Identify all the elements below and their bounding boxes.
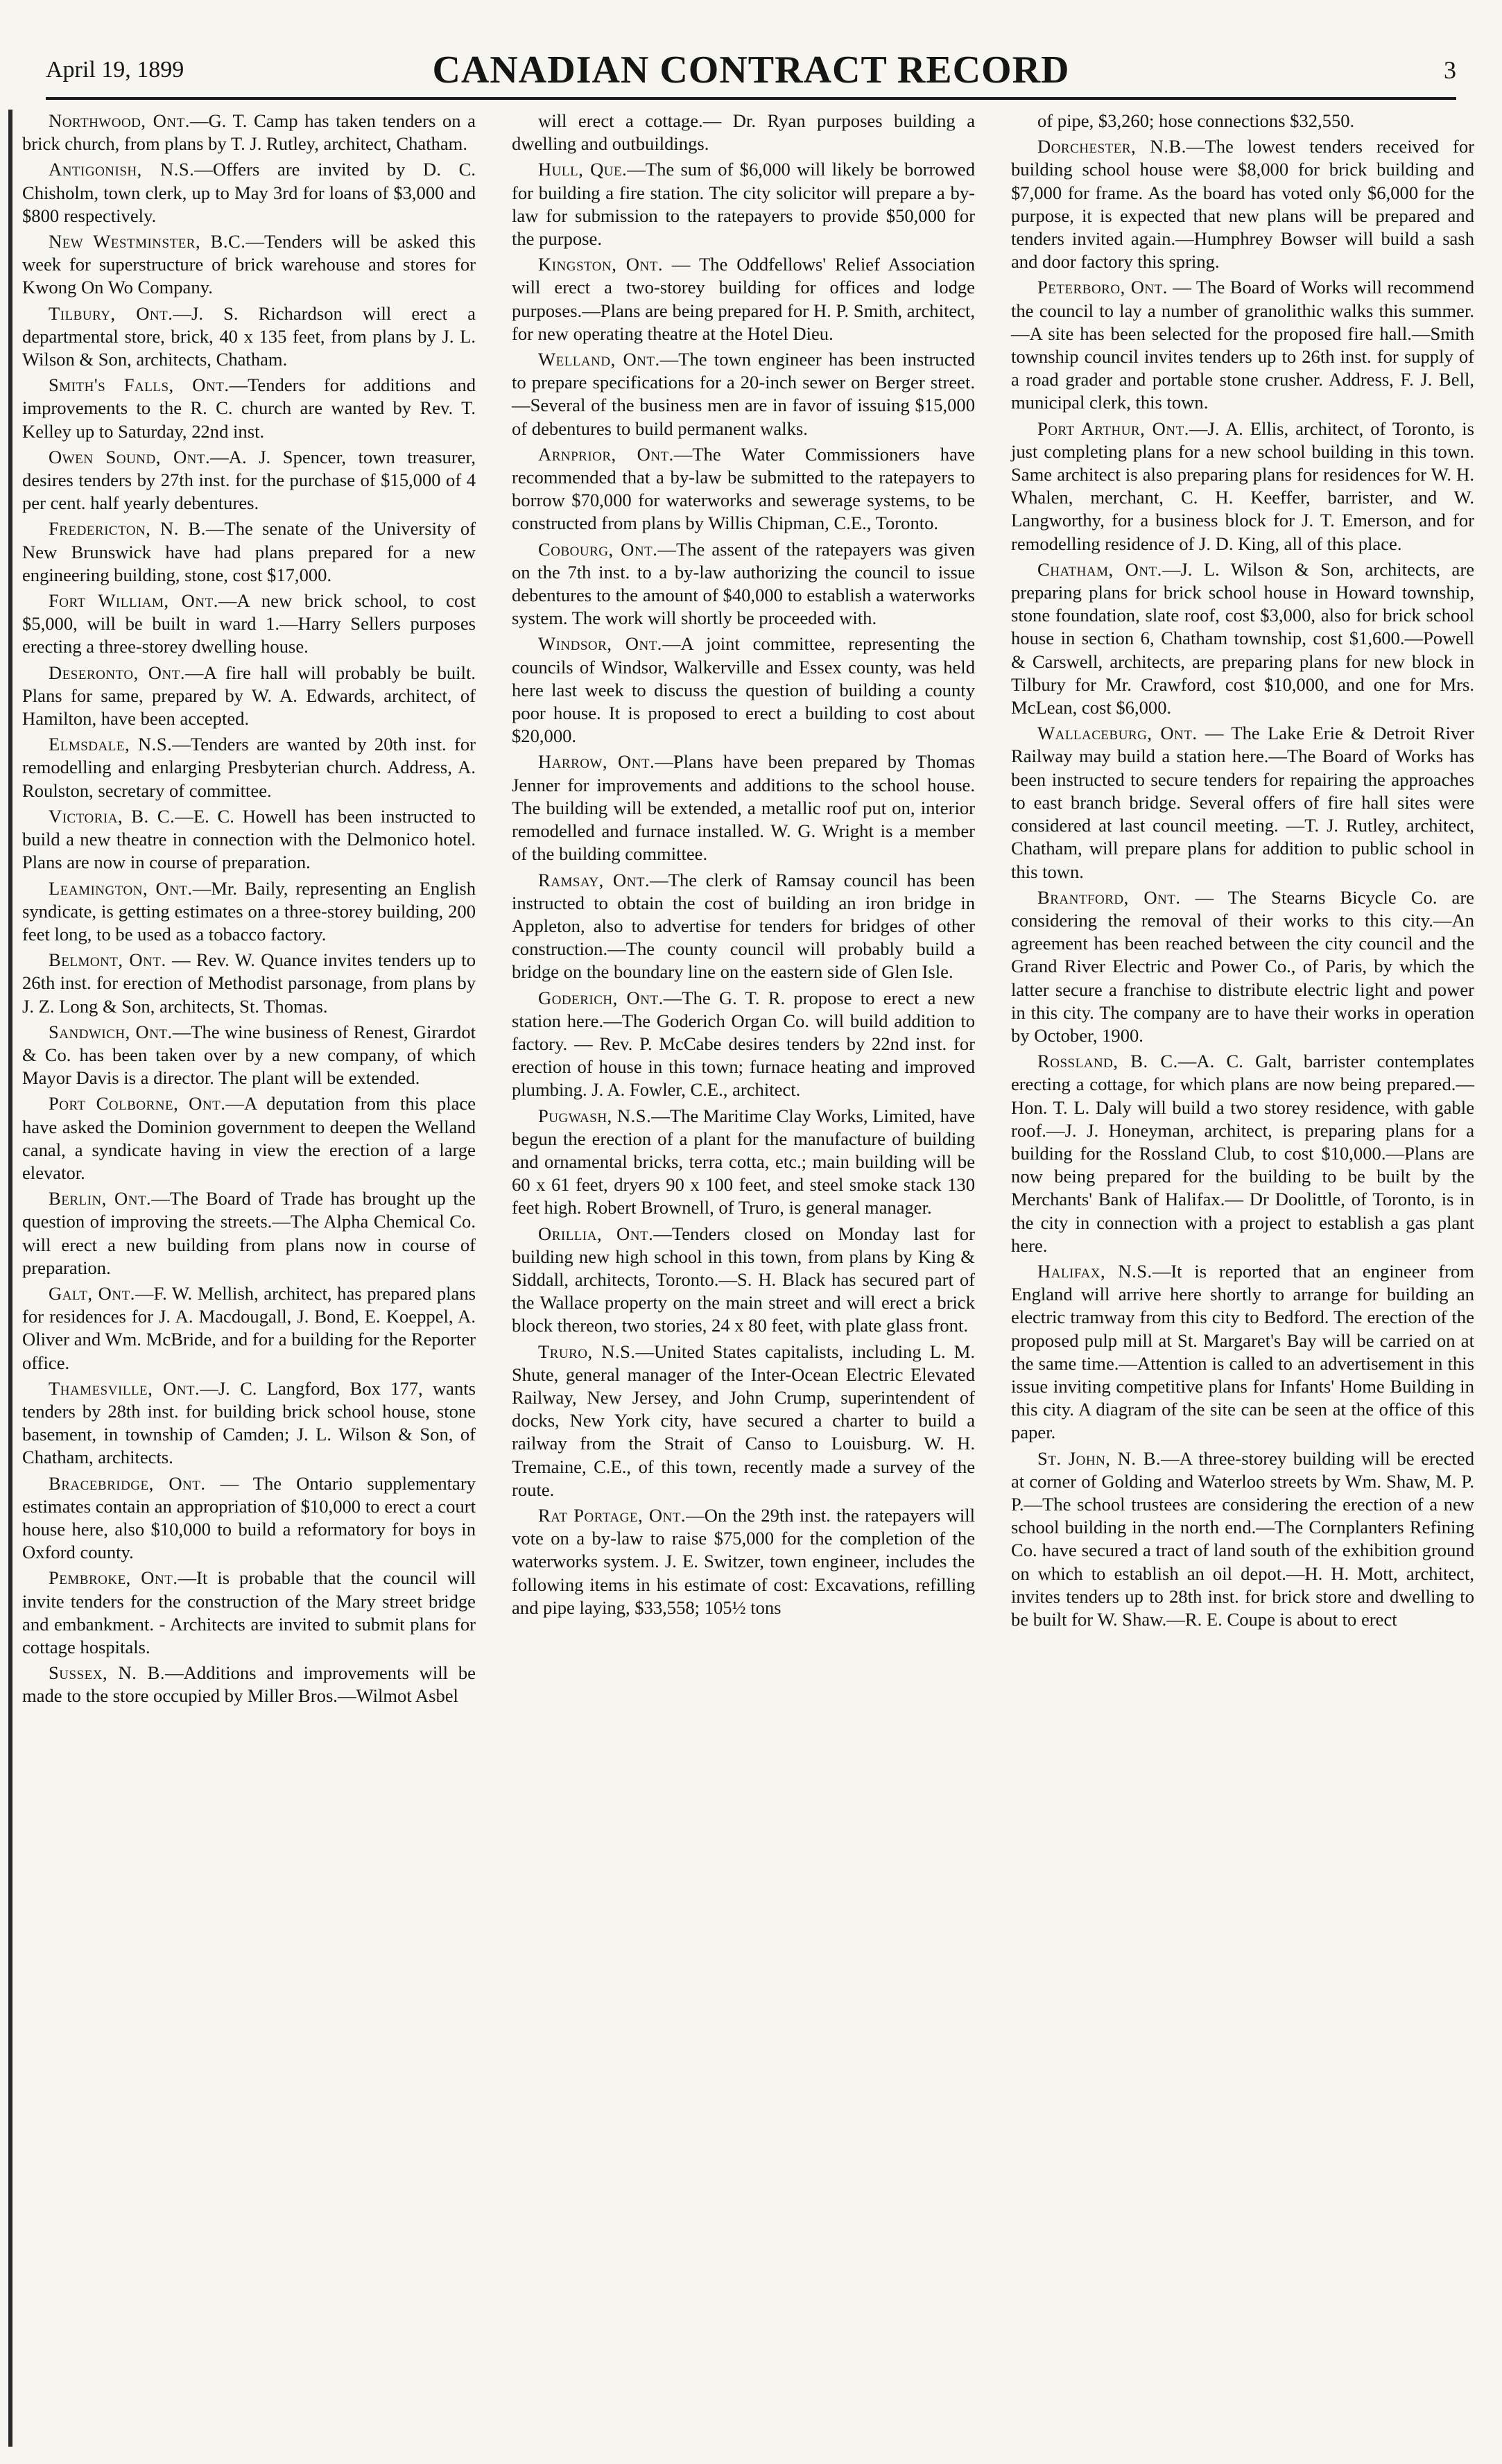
- news-item-place: Ramsay, Ont.: [538, 869, 650, 890]
- news-item-text: —F. W. Mellish, architect, has prepared plans for residences for J. A. Macdougall, J. Bond, E. Koeppel, A. Oliver and Wm. McBride, and for a building for the Reporter office.: [22, 1282, 476, 1373]
- news-item-text: — The Stearns Bicycle Co. are considering the removal of their works to this city.—An agreement has been reached between the city council and the Grand River Electric and Power Co., of Paris, by which the latter secure a franchise to distribute electric light and power in this city. The company are to have their works in operation by October, 1900.: [1011, 886, 1474, 1046]
- news-item-text: —A. C. Galt, barrister contemplates erecting a cottage, for which plans are now being prepared.—Hon. T. L. Daly will build a two storey residence, with gable roof.—J. J. Honeyman, architect, is preparing plans for a building for the Rossland Club, to cost $10,000.—Plans are now being prepared for the building to be built by the Merchants' Bank of Halifax.— Dr Doolittle, of Toronto, is in the city in connection with a project to establish a gas plant here.: [1011, 1051, 1474, 1256]
- news-item-text: —The Maritime Clay Works, Limited, have begun the erection of a plant for the manufacture of building and ornamental bricks, terra cotta, etc.; main building will be 60 x 61 feet, dryers 90 x 100 feet, and steel smoke stack 130 feet high. Robert Brownell, of Truro, is general manager.: [512, 1105, 975, 1218]
- news-item-text: —Tenders for additions and improvements to the R. C. church are wanted by Rev. T. Kelley up to Saturday, 22nd inst.: [22, 374, 476, 442]
- news-item-text: —A fire hall will probably be built. Plans for same, prepared by W. A. Edwards, architect, of Hamilton, have been accepted.: [22, 662, 476, 730]
- news-item-place: St. John, N. B.: [1037, 1447, 1162, 1469]
- news-item: [22, 1377, 476, 1470]
- news-item-text: —Offers are invited by D. C. Chisholm, town clerk, up to May 3rd for loans of $3,000 and $800 respectively.: [22, 159, 476, 226]
- news-item: [22, 662, 476, 731]
- news-item-place: Arnprior, Ont.: [538, 443, 674, 465]
- news-item-text: —The G. T. R. propose to erect a new station here.—The Goderich Organ Co. will build addition to factory. — Rev. P. McCabe desires tenders by 22nd inst. for erection of house in this town; furnace heating and improved plumbing. J. A. Fowler, C.E., architect.: [512, 987, 975, 1101]
- news-item: [512, 869, 975, 984]
- news-item-place: Cobourg, Ont.: [538, 538, 658, 560]
- news-item-text: —E. C. Howell has been instructed to build a new theatre in connection with the Delmonico hotel. Plans are now in course of preparation.: [22, 805, 476, 873]
- news-item: [22, 1021, 476, 1090]
- news-item-text: —It is probable that the council will invite tenders for the construction of the Mary street bridge and embankment. - Architects are invited to submit plans for cottage hospitals.: [22, 1567, 476, 1657]
- news-item: [1011, 722, 1474, 883]
- news-item-text: —Plans have been prepared by Thomas Jenner for improvements and additions to the school house. The building will be extended, a metallic roof put on, interior remodelled and furnace installed. W. G. Wright is a member of the building committee.: [512, 751, 976, 865]
- masthead: [46, 43, 1456, 100]
- news-item: [22, 805, 476, 875]
- news-item-text: —The sum of $6,000 will likely be borrowed for building a fire station. The city solicitor will prepare a by-law for submission to the ratepayers to provide $50,000 for the purpose.: [512, 159, 975, 250]
- news-item-text: —Tenders will be asked this week for superstructure of brick warehouse and stores for Kwong On Wo Company.: [22, 231, 476, 298]
- news-item-text: — The Board of Works will recommend the council to lay a number of granolithic walks this summer.—A site has been selected for the proposed fire hall.—Smith township council invites tenders up to 26th inst. for supply of a road grader and portable stone crusher. Address, F. J. Bell, municipal clerk, this town.: [1011, 277, 1474, 413]
- news-item-place: Pugwash, N.S.: [538, 1105, 652, 1126]
- news-item-place: Sussex, N. B.: [49, 1662, 166, 1684]
- news-item-place: Welland, Ont.: [538, 349, 660, 370]
- news-item: [1011, 1447, 1474, 1632]
- news-item-place: Bracebridge, Ont.: [49, 1472, 206, 1494]
- news-item-place: Truro, N.S.: [538, 1341, 636, 1362]
- news-item-place: Fort William, Ont.: [49, 590, 218, 612]
- news-item-place: Kingston, Ont.: [538, 254, 663, 275]
- news-item-text: —A three-storey building will be erected at corner of Golding and Waterloo streets by Wm. Shaw, M. P. P.—The school trustees are considering the erection of a new school building in the north end.—The Cornplanters Refining Co. have secured a tract of land south of the exhibition ground on which to establish an oil depot.—H. H. Mott, architect, invites tenders up to 28th inst. for brick store and dwelling to be built for W. Shaw.—R. E. Coupe is about to erect: [1011, 1447, 1474, 1630]
- news-item: [1011, 276, 1474, 414]
- news-item: [22, 1662, 476, 1707]
- news-item: [512, 987, 975, 1102]
- news-item-text: — Rev. W. Quance invites tenders up to 26th inst. for erection of Methodist parsonage, from plans by J. Z. Long & Son, architects, St. Thomas.: [22, 949, 476, 1017]
- news-item-place: Antigonish, N.S.: [49, 159, 195, 180]
- news-item-text: —G. T. Camp has taken tenders on a brick church, from plans by T. J. Rutley, architect, Chatham.: [22, 110, 476, 155]
- news-item: [22, 374, 476, 443]
- news-item: [22, 517, 476, 587]
- publication-title: CANADIAN CONTRACT RECORD: [432, 49, 1070, 92]
- news-item-text: —The clerk of Ramsay council has been instructed to obtain the cost of building an iron bridge in Appleton, also to advertise for tenders for bridges of other construction.—The county council will probably build a bridge on the boundary line on the eastern side of Glen Isle.: [512, 869, 975, 983]
- news-item-text: —A. J. Spencer, town treasurer, desires tenders by 27th inst. for the purchase of $15,000 of 4 per cent. half yearly debentures.: [22, 446, 476, 514]
- news-item-place: Orillia, Ont.: [538, 1223, 654, 1244]
- news-item-place: Sandwich, Ont.: [49, 1021, 173, 1042]
- news-item-text: —J. S. Richardson will erect a departmental store, brick, 40 x 135 feet, from plans by J. L. Wilson & Son, architects, Chatham.: [22, 302, 476, 370]
- news-item-text: —Tenders are wanted by 20th inst. for remodelling and enlarging Presbyterian church. Address, A. Roulston, secretary of committee.: [22, 734, 476, 801]
- news-item-place: Deseronto, Ont.: [49, 662, 185, 683]
- news-item-text: —It is reported that an engineer from England will arrive here shortly to arrange for building an electric tramway from this city to Bedford. The erection of the proposed pulp mill at St. Margaret's Bay will be carried on at the same time.—Attention is called to an advertisement in this issue inviting competitive plans for Infants' Home Building in this city. A diagram of the site can be seen at the office of this paper.: [1011, 1260, 1474, 1443]
- article-columns: [8, 110, 1475, 2447]
- news-item: [512, 443, 975, 535]
- news-item-text: —A deputation from this place have asked the Dominion government to deepen the Welland canal, a syndicate having in view the erection of a large elevator.: [22, 1093, 476, 1183]
- news-item: [512, 158, 975, 250]
- page-number: 3: [1444, 56, 1456, 84]
- news-item: [22, 446, 476, 515]
- news-item: [512, 1223, 975, 1338]
- news-item-place: New Westminster, B.C.: [49, 231, 246, 252]
- news-item: [22, 877, 476, 947]
- news-item-place: Windsor, Ont.: [538, 633, 662, 655]
- news-item-place: Hull, Que.: [538, 159, 628, 180]
- news-item-text: —A new brick school, to cost $5,000, will be built in ward 1.—Harry Sellers purposes erecting a three-storey dwelling house.: [22, 590, 476, 657]
- news-item-place: Belmont, Ont.: [49, 949, 166, 971]
- news-item-place: Thamesville, Ont.: [49, 1377, 200, 1399]
- news-item-text: —The senate of the University of New Brunswick have had plans prepared for a new engineering building, stone, cost $17,000.: [22, 518, 476, 585]
- news-item-place: Pembroke, Ont.: [49, 1567, 178, 1589]
- news-item: [22, 1187, 476, 1280]
- news-item-text: —United States capitalists, including L. M. Shute, general manager of the Inter-Ocean Electric Elevated Railway, New Jersey, and John Crump, superintendent of docks, New York city, have secured a charter to build a railway from the Strait of Canso to Louisburg. W. H. Tremaine, C.E., of this town, recently made a survey of the route.: [512, 1341, 975, 1500]
- news-item-text: —The Board of Trade has brought up the question of improving the streets.—The Alpha Chemical Co. will erect a new building from plans now in course of preparation.: [22, 1188, 476, 1278]
- news-item: [1011, 1260, 1474, 1445]
- news-item: [22, 230, 476, 300]
- news-item: [22, 1472, 476, 1565]
- news-item-text: —The lowest tenders received for building school house were $8,000 for brick building and $7,000 for frame. As the board has voted only $6,000 for the purpose, it is expected that new plans will be prepared and tenders invited again.—Humphrey Bowser will build a sash and door factory this spring.: [1011, 136, 1474, 273]
- news-item: [1011, 1050, 1474, 1257]
- news-item-place: Fredericton, N. B.: [49, 518, 206, 540]
- news-item: [512, 110, 975, 155]
- news-item: [22, 589, 476, 659]
- news-item-place: Port Arthur, Ont.: [1037, 417, 1189, 439]
- news-item-place: Dorchester, N.B.: [1037, 136, 1186, 157]
- news-item-place: Rat Portage, Ont.: [538, 1504, 687, 1526]
- news-item-place: Smith's Falls, Ont.: [49, 374, 230, 396]
- news-item: [512, 750, 975, 865]
- news-item-place: Rossland, B. C.: [1037, 1051, 1178, 1072]
- news-item-place: Elmsdale, N.S.: [49, 734, 173, 755]
- news-item: [22, 302, 476, 372]
- news-item: [512, 538, 975, 630]
- news-item: [22, 158, 476, 227]
- news-item: [512, 348, 975, 440]
- news-item: [22, 1282, 476, 1375]
- news-item-text: of pipe, $3,260; hose connections $32,550.: [1037, 110, 1355, 131]
- column-3: [1007, 110, 1478, 2447]
- news-item-place: Owen Sound, Ont.: [49, 446, 211, 467]
- news-item-place: Victoria, B. C.: [49, 805, 175, 827]
- news-item: [1011, 135, 1474, 273]
- news-item: [512, 632, 975, 748]
- news-item-text: —J. L. Wilson & Son, architects, are preparing plans for brick school house in Howard township, stone foundation, slate roof, cost $3,000, also for brick school house in section 6, Chatham township, cost $1,600.—Powell & Carswell, architects, are preparing plans for new block in Tilbury for Mr. Crawford, cost $10,000, and one for Mrs. McLean, cost $6,000.: [1011, 558, 1474, 718]
- news-item-place: Leamington, Ont.: [49, 877, 193, 899]
- news-item-text: —The Water Commissioners have recommended that a by-law be submitted to the ratepayers to borrow $70,000 for waterworks and sewerage systems, to be constructed from plans by Willis Chipman, C.E., Toronto.: [512, 443, 975, 534]
- news-item: [22, 733, 476, 802]
- news-item-place: Harrow, Ont.: [538, 751, 655, 773]
- news-item-place: Tilbury, Ont.: [49, 302, 173, 324]
- news-item-place: Galt, Ont.: [49, 1282, 135, 1304]
- news-item-place: Halifax, N.S.: [1037, 1260, 1153, 1282]
- news-item: [512, 1504, 975, 1619]
- news-item-text: — The Ontario supplementary estimates contain an appropriation of $10,000 to erect a court house here, also $10,000 to build a reformatory for boys in Oxford county.: [22, 1472, 476, 1563]
- news-item-text: — The Oddfellows' Relief Association will erect a two-storey building for offices and lodge purposes.—Plans are being prepared for H. P. Smith, architect, for new operating theatre at the Hotel Dieu.: [512, 254, 975, 344]
- news-item: [1011, 558, 1474, 719]
- news-item: [22, 110, 476, 155]
- news-item-text: —Tenders closed on Monday last for building new high school in this town, from plans by King & Siddall, architects, Toronto.—S. H. Black has secured part of the Wallace property on the main street and will erect a brick block thereon, two stories, 24 x 80 feet, with plate glass front.: [512, 1223, 975, 1336]
- news-item-text: — The Lake Erie & Detroit River Railway may build a station here.—The Board of Works has been instructed to secure tenders for repairing the approaches to east branch bridge. Several offers of fire hall sites were considered at last council meeting. —T. J. Rutley, architect, Chatham, will prepare plans for addition to public school in this town.: [1011, 723, 1474, 882]
- news-item: [22, 1092, 476, 1184]
- news-item-text: —On the 29th inst. the ratepayers will vote on a by-law to raise $75,000 for the completion of the waterworks system. J. E. Switzer, town engineer, includes the following items in his estimate of cost: Excavations, refilling and pipe laying, $33,558; 105½ tons: [512, 1504, 975, 1618]
- news-item: [512, 253, 975, 345]
- news-item-place: Wallaceburg, Ont.: [1037, 723, 1198, 744]
- news-item: [22, 949, 476, 1018]
- news-item: [1011, 110, 1474, 132]
- news-item-text: —Additions and improvements will be made to the store occupied by Miller Bros.—Wilmot Asbel: [22, 1662, 476, 1707]
- news-item: [1011, 417, 1474, 555]
- column-1: [8, 110, 480, 2447]
- news-item-text: —A joint committee, representing the councils of Windsor, Walkerville and Essex county, was held here last week to discuss the question of building a county poor house. It is proposed to erect a building to cost about $20,000.: [512, 633, 975, 747]
- news-item-place: Goderich, Ont.: [538, 987, 664, 1008]
- news-item-place: Berlin, Ont.: [49, 1188, 152, 1209]
- news-item-text: —The assent of the ratepayers was given on the 7th inst. to a by-law authorizing the council to issue debentures to the amount of $40,000 to establish a waterworks system. The work will shortly be proceeded with.: [512, 538, 975, 629]
- news-item-text: —The wine business of Renest, Girardot & Co. has been taken over by a new company, of which Mayor Davis is a director. The plant will be extended.: [22, 1021, 476, 1089]
- news-item: [512, 1105, 975, 1220]
- column-2: [508, 110, 979, 2447]
- news-item: [22, 1567, 476, 1659]
- news-item-place: Peterboro, Ont.: [1037, 277, 1168, 298]
- news-item-place: Northwood, Ont.: [49, 110, 190, 131]
- news-item-place: Port Colborne, Ont.: [49, 1093, 226, 1114]
- news-item-text: —The town engineer has been instructed to prepare specifications for a 20-inch sewer on Berger street.—Several of the business men are in favor of issuing $15,000 of debentures to build permanent walks.: [512, 349, 976, 439]
- news-item-text: —J. C. Langford, Box 177, wants tenders by 28th inst. for building brick school house, stone basement, in township of Camden; J. L. Wilson & Son, of Chatham, architects.: [22, 1377, 476, 1468]
- news-item-text: will erect a cottage.— Dr. Ryan purposes building a dwelling and outbuildings.: [512, 110, 975, 155]
- news-item: [512, 1341, 975, 1501]
- news-item-text: —Mr. Baily, representing an English syndicate, is getting estimates on a three-storey building, 200 feet long, to be used as a tobacco factory.: [22, 877, 476, 945]
- news-item: [1011, 886, 1474, 1047]
- news-item-place: Brantford, Ont.: [1037, 886, 1181, 908]
- news-item-text: —J. A. Ellis, architect, of Toronto, is just completing plans for a new school building in this town. Same architect is also preparing plans for residences for W. H. Whalen, merchant, C. H. Keeffer, barrister, and W. Langworthy, for a business block for J. T. Emerson, and for remodelling residence of J. D. King, all of this place.: [1011, 417, 1475, 554]
- issue-date: April 19, 1899: [46, 57, 184, 83]
- news-item-place: Chatham, Ont.: [1037, 558, 1162, 580]
